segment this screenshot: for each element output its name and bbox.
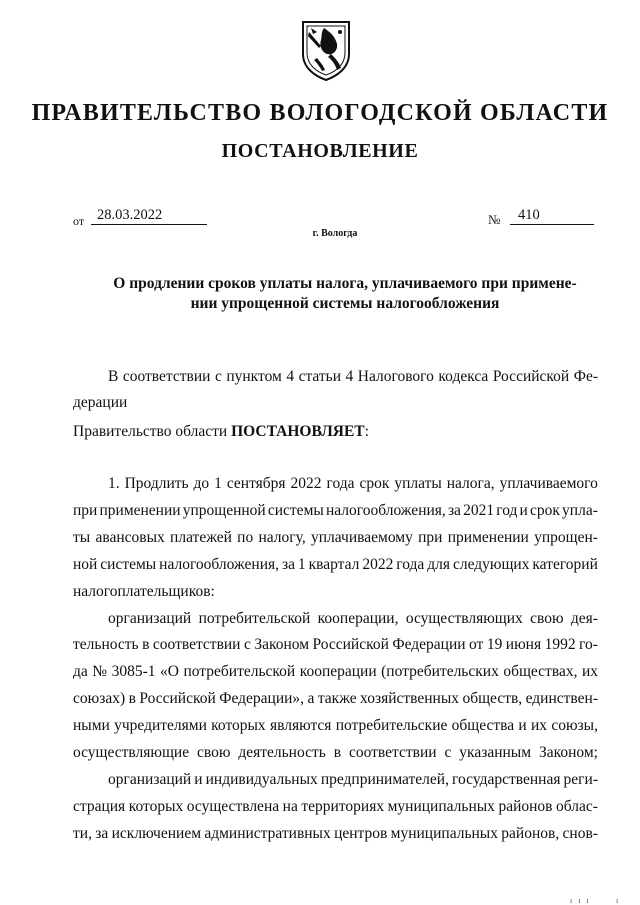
text-line — [73, 555, 598, 575]
word: го- — [579, 636, 598, 653]
word: реги- — [563, 771, 598, 788]
word: категорий — [532, 556, 598, 573]
word: Федерации», — [219, 690, 305, 707]
word: организаций — [108, 610, 192, 627]
word: упла- — [562, 502, 598, 519]
word: ной — [73, 556, 98, 573]
word: 4 — [286, 368, 295, 385]
word: страция — [73, 798, 126, 815]
text-line — [73, 797, 598, 817]
word: 19 — [486, 636, 503, 653]
word: и — [194, 771, 203, 788]
text-line — [73, 501, 598, 521]
word: в — [142, 636, 150, 653]
word: государственная — [452, 771, 561, 788]
resolve-prefix: Правительство области — [73, 423, 232, 440]
word: свою — [197, 744, 231, 761]
word: соответствии — [348, 744, 437, 761]
word: Законом — [254, 636, 310, 653]
word: осуществляющие — [73, 744, 190, 761]
word: соответствии — [152, 636, 241, 653]
word: ными — [73, 717, 110, 734]
text-line — [73, 689, 598, 709]
word: пунктом — [226, 368, 282, 385]
word: 3085-1 — [111, 663, 156, 680]
word: применении — [99, 502, 181, 519]
word: платежей — [170, 529, 232, 546]
word: налогообложения, — [159, 556, 280, 573]
word: квартал — [308, 556, 360, 573]
word: 2022 — [362, 556, 394, 573]
word: хозяйственных — [360, 690, 460, 707]
word: с — [214, 368, 222, 385]
word: по — [237, 529, 254, 546]
word: и — [518, 717, 527, 734]
scan-marks: ı ı ı — [570, 896, 591, 905]
word: и — [519, 502, 528, 519]
word: которых — [211, 717, 266, 734]
word: 1. — [108, 475, 120, 492]
word: № — [92, 663, 108, 680]
word: кооперации — [299, 663, 377, 680]
word: «О — [160, 663, 179, 680]
word: уплачиваемому — [311, 529, 413, 546]
text-line — [108, 609, 598, 629]
word: муниципальных — [390, 825, 498, 842]
word: 1992 — [544, 636, 576, 653]
word: системы — [100, 556, 157, 573]
document-subject — [100, 274, 590, 314]
text-line — [73, 662, 598, 682]
word: упрощенной — [182, 502, 266, 519]
text-line — [108, 474, 598, 494]
word: Российской — [139, 690, 216, 707]
word: системы — [267, 502, 324, 519]
subject-line: нии упрощенной системы налогообложения — [190, 295, 500, 312]
document-number: 410 — [510, 206, 594, 225]
word: Продлить — [124, 475, 189, 492]
word: 4 — [345, 368, 354, 385]
word: за — [447, 502, 461, 519]
word: деятельность — [238, 744, 326, 761]
word: а — [307, 690, 315, 707]
text-line — [73, 393, 598, 413]
word: обществ, — [462, 690, 523, 707]
word: индивидуальных — [205, 771, 318, 788]
word: потребительской — [183, 663, 296, 680]
word: (потребительских — [381, 663, 499, 680]
word: налогоплательщиков: — [73, 583, 215, 600]
word: кооперации, — [317, 610, 399, 627]
resolve-word: ПОСТАНОВЛЯЕТ — [231, 423, 365, 440]
word: осуществлена — [186, 798, 280, 815]
word: союзах) — [73, 690, 126, 707]
subject-line: О продлении сроков уплаты налога, уплачиваемого при примене- — [113, 275, 577, 292]
resolve-suffix: : — [364, 423, 369, 440]
word: в — [333, 744, 342, 761]
word: тельность — [73, 636, 139, 653]
word: свою — [530, 610, 564, 627]
word: 2021 — [463, 502, 495, 519]
word: при — [73, 502, 98, 519]
city-label: г. Вологда — [312, 228, 358, 239]
text-line — [73, 582, 598, 602]
word: центров — [334, 825, 388, 842]
text-line — [73, 824, 598, 844]
word: предпринимателей, — [320, 771, 449, 788]
word: на — [282, 798, 298, 815]
word: июня — [505, 636, 542, 653]
word: срок — [529, 502, 560, 519]
text-line — [73, 528, 598, 548]
word: авансовых — [95, 529, 165, 546]
word: потребительские — [335, 717, 448, 734]
scan-marks: ı — [616, 896, 619, 905]
word: уплаты — [394, 475, 442, 492]
word: налогообложения, — [325, 502, 446, 519]
word: их — [581, 663, 598, 680]
word: дерации — [73, 394, 128, 411]
word: да — [73, 663, 88, 680]
number-label: № — [488, 212, 501, 227]
word: сентября — [226, 475, 286, 492]
document-date: 28.03.2022 — [91, 206, 207, 225]
word: В — [108, 368, 119, 385]
word: 1 — [214, 475, 222, 492]
resolve-line — [73, 422, 369, 442]
word: исключением — [111, 825, 202, 842]
word: ти, — [73, 825, 92, 842]
text-line — [73, 635, 598, 655]
word: год — [496, 502, 518, 519]
text-line — [108, 367, 598, 387]
word: за — [281, 556, 295, 573]
word: статьи — [298, 368, 342, 385]
word: снов- — [562, 825, 598, 842]
word: указанным — [459, 744, 532, 761]
word: упрощен- — [534, 529, 598, 546]
text-line — [108, 770, 598, 790]
word: при — [418, 529, 443, 546]
word: Российской — [312, 636, 389, 653]
word: 2022 — [290, 475, 322, 492]
word: 1 — [297, 556, 306, 573]
date-from-label: от — [73, 214, 85, 228]
word: для — [427, 556, 451, 573]
document-type-title: ПОСТАНОВЛЕНИЕ — [221, 140, 419, 162]
word: Фе- — [573, 368, 598, 385]
vologda-coat-of-arms-icon — [297, 18, 355, 82]
word: уплачиваемого — [499, 475, 598, 492]
word: осуществляющих — [405, 610, 523, 627]
word: применении — [447, 529, 529, 546]
word: являются — [269, 717, 332, 734]
word: районов, — [501, 825, 560, 842]
word: года — [396, 556, 425, 573]
word: территориях — [301, 798, 385, 815]
text-line — [73, 743, 598, 763]
word: Федерации — [392, 636, 466, 653]
word: за — [95, 825, 109, 842]
word: ты — [73, 529, 91, 546]
word: Налогового — [357, 368, 434, 385]
word: союзы, — [551, 717, 598, 734]
word: кодекса — [438, 368, 489, 385]
word: административных — [204, 825, 331, 842]
word: с — [444, 744, 452, 761]
text-line — [73, 716, 598, 736]
word: потребительской — [198, 610, 311, 627]
word: учредителями — [114, 717, 207, 734]
word: также — [317, 690, 357, 707]
word: срок — [359, 475, 390, 492]
word: налогу, — [258, 529, 306, 546]
word: которых — [128, 798, 184, 815]
word: от — [469, 636, 484, 653]
word: общества — [451, 717, 515, 734]
word: облас- — [556, 798, 598, 815]
word: налога, — [446, 475, 495, 492]
word: их — [531, 717, 548, 734]
word: соответствии — [122, 368, 211, 385]
word: единствен- — [525, 690, 598, 707]
word: Законом; — [538, 744, 598, 761]
word: следующих — [452, 556, 530, 573]
organization-title: ПРАВИТЕЛЬСТВО ВОЛОГОДСКОЙ ОБЛАСТИ — [31, 100, 609, 126]
word: Российской — [492, 368, 570, 385]
word: организаций — [108, 771, 192, 788]
word: муниципальных — [387, 798, 495, 815]
word: до — [193, 475, 210, 492]
word: в — [128, 690, 136, 707]
word: обществах, — [503, 663, 578, 680]
word: районов — [498, 798, 553, 815]
word: с — [243, 636, 251, 653]
word: дея- — [570, 610, 598, 627]
word: года — [326, 475, 355, 492]
